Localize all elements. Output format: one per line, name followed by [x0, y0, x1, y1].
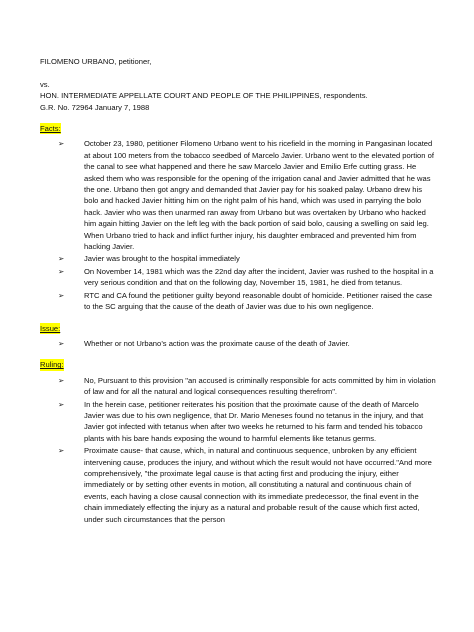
list-item: ➢ Whether or not Urbano’s action was the proximate cause of the death of Javier.: [58, 338, 350, 348]
issue-heading: Issue:: [40, 323, 61, 333]
arrow-bullet-icon: ➢: [58, 399, 65, 409]
facts-list: [40, 138, 436, 312]
arrow-bullet-icon: ➢: [58, 266, 65, 276]
ruling-list: [40, 375, 436, 525]
petitioner-line: FILOMENO URBANO, petitioner,: [40, 57, 152, 66]
list-item: ➢ Proximate cause- that cause, which, in natural and continuous sequence, unbroken by any efficient intervening cause, produces the injury, and without which the result would not have occurred."And more comprehensively, "the proximate legal cause is that acting first and producing the injury, either immediately or by setting other events in motion, all constituting a natural and continuous chain of events, each having a close causal connection with its immediate predecessor, the final event in the chain immediately effecting the injury as a natural and probable result of the cause which first acted, under such circumstances that the person: [58, 446, 432, 524]
list-item: ➢ On November 14, 1981 which was the 22nd day after the incident, Javier was rushed to the hospital in a very serious condition and that on the following day, November 15, 1981, he died from tetanus.: [58, 266, 434, 288]
list-item: ➢ Javier was brought to the hospital immediately: [58, 254, 240, 264]
ruling-section: [40, 359, 436, 525]
list-item: ➢ No, Pursuant to this provision "an accused is criminally responsible for acts committed by him in violation of law and for all the natural and logical consequences resulting therefrom".: [58, 375, 436, 397]
facts-section: [40, 123, 436, 313]
arrow-bullet-icon: ➢: [58, 375, 65, 385]
issue-section: [40, 323, 436, 350]
arrow-bullet-icon: ➢: [58, 290, 65, 300]
issue-list: [40, 338, 436, 349]
arrow-bullet-icon: ➢: [58, 446, 65, 456]
ruling-heading: Ruling:: [40, 360, 64, 370]
arrow-bullet-icon: ➢: [58, 338, 65, 348]
list-item: ➢ October 23, 1980, petitioner Filomeno Urbano went to his ricefield in the morning in Pangasinan located at about 100 meters from the tobacco seedbed of Marcelo Javier. Urbano went to the elevated portion of the canal to see what happened and there he saw Marcelo Javier and Emilio Erfe cutting grass. He asked them who was responsible for the opening of the irrigation canal and Javier admitted that he was the one. Urbano then got angry and demanded that Javier pay for his soaked palay. Urbano drew his bolo and hacked Javier hitting him on the right palm of his hand, which was used in parrying the bolo hack. Javier who was then unarmed ran away from Urbano but was overtaken by Urbano who hacked him again hitting Javier on the left leg with the back portion of said bolo, causing a swelling on said leg. When Urbano tried to hack and inflict further injury, his daughter embraced and prevented him from hacking Javier.: [58, 139, 434, 252]
facts-heading: Facts:: [40, 124, 61, 134]
respondents-line: HON. INTERMEDIATE APPELLATE COURT AND PEOPLE OF THE PHILIPPINES, respondents.: [40, 91, 368, 101]
versus-line: vs.: [40, 79, 50, 89]
arrow-bullet-icon: ➢: [58, 254, 65, 264]
list-item: ➢ In the herein case, petitioner reiterates his position that the proximate cause of the death of Marcelo Javier was due to his own negligence, that Dr. Mario Meneses found no tetanus in the injury, and that Javier got infected with tetanus when after two weeks he returned to his farm and tended his tobacco plants with his bare hands exposing the wound to harmful elements like tetanus germs.: [58, 399, 424, 443]
arrow-bullet-icon: ➢: [58, 139, 65, 149]
list-item: ➢ RTC and CA found the petitioner guilty beyond reasonable doubt of homicide. Petitioner raised the case to the SC arguing that the cause of the death of Javier was due to his own negligence.: [58, 290, 433, 312]
case-number-line: G.R. No. 72964 January 7, 1988: [40, 102, 150, 112]
case-caption: [40, 56, 436, 113]
